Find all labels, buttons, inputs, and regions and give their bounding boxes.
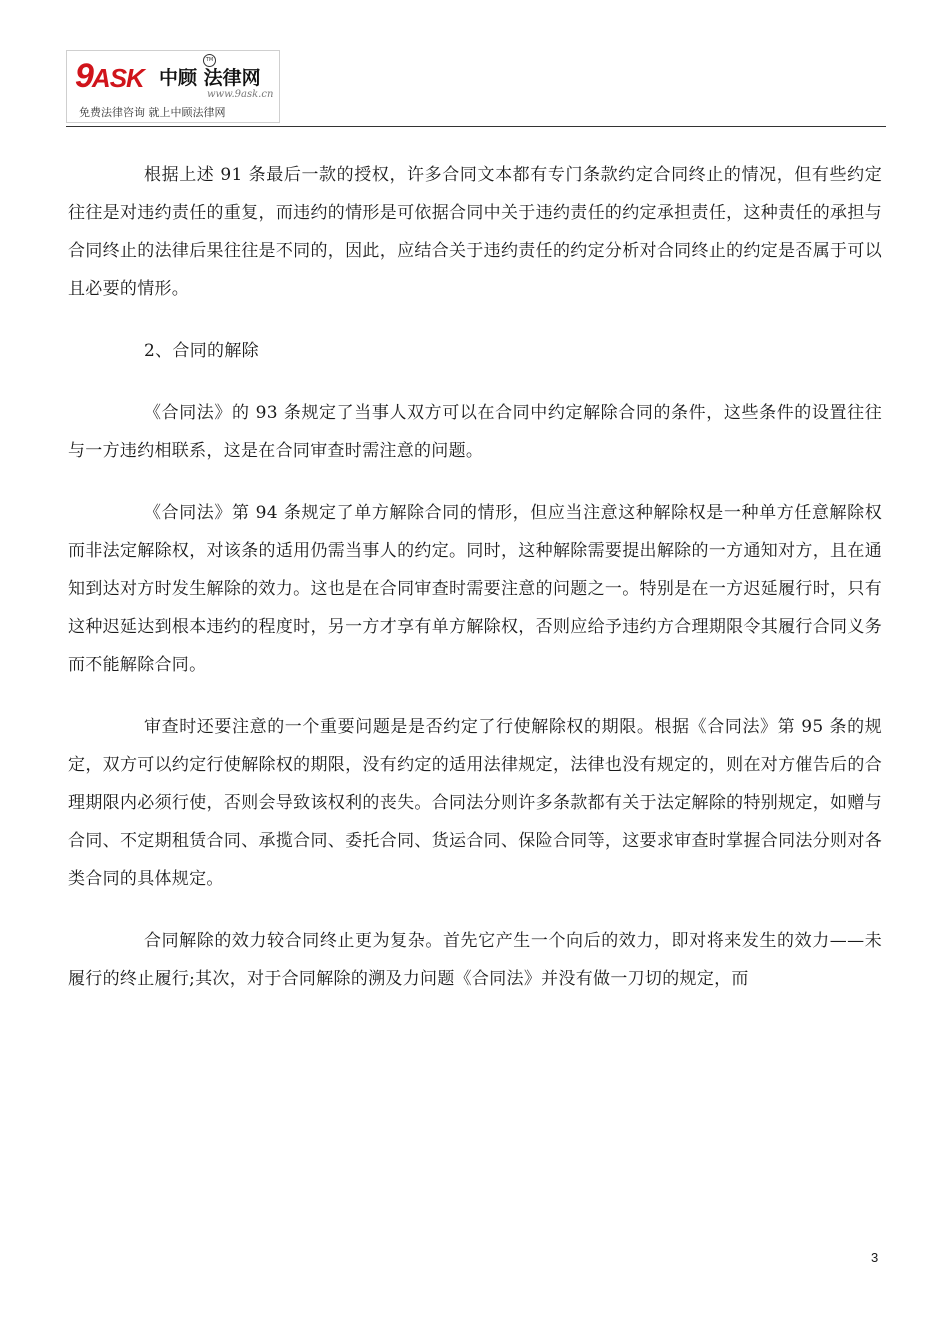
logo-brand-name: 中顾 法律网 <box>159 67 261 89</box>
paragraph: 《合同法》第 94 条规定了单方解除合同的情形，但应当注意这种解除权是一种单方任意解除权而非法定解除权，对该条的适用仍需当事人的约定。同时，这种解除需要提出解除的一方通知对方，且在通知到达对方时发生解除的效力。这也是在合同审查时需要注意的问题之一。特别是在一方迟延履行时，只有这种迟延达到根本违约的程度时，另一方才享有单方解除权，否则应给予违约方合理期限令其履行合同义务而不能解除合同。 <box>68 503 882 675</box>
header-divider <box>66 126 886 127</box>
trademark-icon: TM <box>203 54 216 67</box>
page-number: 3 <box>871 1250 879 1265</box>
paragraph: 合同解除的效力较合同终止更为复杂。首先它产生一个向后的效力，即对将来发生的效力——未履行的终止履行;其次，对于合同解除的溯及力问题《合同法》并没有做一刀切的规定，而 <box>68 931 882 989</box>
logo-mark <box>75 59 144 93</box>
paragraph: 审查时还要注意的一个重要问题是是否约定了行使解除权的期限。根据《合同法》第 95 条的规定，双方可以约定行使解除权的期限，没有约定的适用法律规定，法律也没有规定的，则在对方催告后的合理期限内必须行使，否则会导致该权利的丧失。合同法分则许多条款都有关于法定解除的特别规定，如赠与合同、不定期租赁合同、承揽合同、委托合同、货运合同、保险合同等，这要求审查时掌握合同法分则对各类合同的具体规定。 <box>68 717 882 889</box>
logo-url: www.9ask.cn <box>207 89 274 100</box>
document-body <box>68 156 882 998</box>
logo-ask: ASK <box>91 63 144 93</box>
site-logo <box>66 50 280 123</box>
paragraph: 根据上述 91 条最后一款的授权，许多合同文本都有专门条款约定合同终止的情况，但有些约定往往是对违约责任的重复，而违约的情形是可依据合同中关于违约责任的约定承担责任，这种责任的承担与合同终止的法律后果往往是不同的，因此，应结合关于违约责任的约定分析对合同终止的约定是否属于可以且必要的情形。 <box>68 165 882 299</box>
logo-nine: 9 <box>75 57 92 95</box>
paragraph: 《合同法》的 93 条规定了当事人双方可以在合同中约定解除合同的条件，这些条件的设置往往与一方违约相联系，这是在合同审查时需注意的问题。 <box>68 403 882 461</box>
section-heading: 2、合同的解除 <box>144 341 259 361</box>
logo-slogan: 免费法律咨询 就上中顾法律网 <box>79 106 226 119</box>
